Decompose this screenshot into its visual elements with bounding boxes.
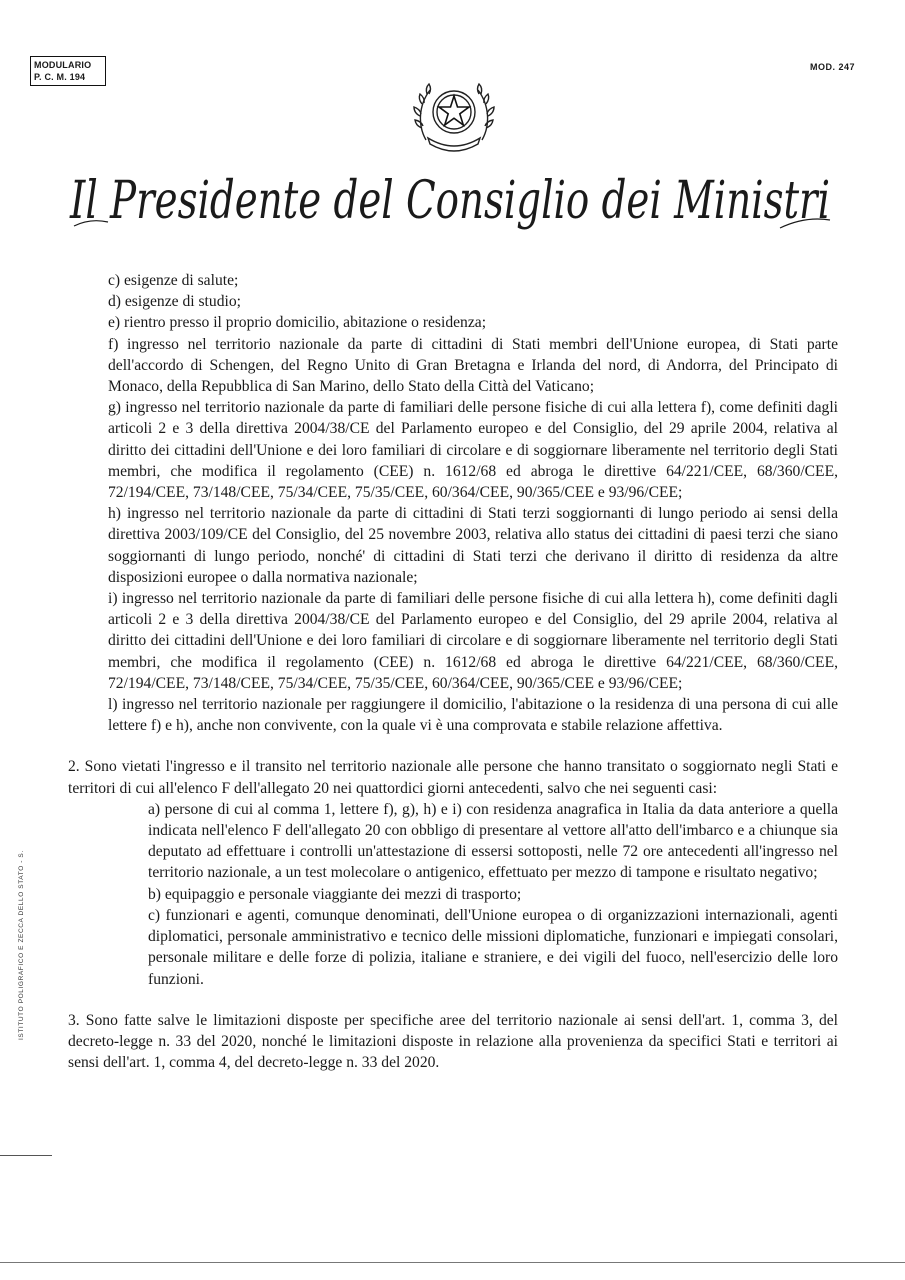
margin-dash [0,1155,52,1156]
printer-side-note-text: ISTITUTO POLIGRAFICO E ZECCA DELLO STATO - S. [18,850,25,1040]
paragraph-2: 2. Sono vietati l'ingresso e il transito nel territorio nazionale alle persone che hanno transitato o soggiornato negli Stati e territori di cui all'elenco F dell'allegato 20 nei quattordici giorni antecedenti, salvo che nei seguenti casi: [68,758,838,797]
printer-side-note [18,850,32,1040]
bottom-rule [0,1262,905,1263]
paragraph-2-exceptions [108,799,838,990]
republic-emblem-icon [412,72,496,156]
paragraph-3: 3. Sono fatte salve le limitazioni disposte per specifiche aree del territorio nazionale ai sensi dell'art. 1, comma 3, del decreto-legge n. 33 del 2020, nonché le limitazioni disposte in relazione alla provenienza da specifici Stati e territori ai sensi dell'art. 1, comma 4, del decreto-legge n. 33 del 2020. [68,1011,838,1072]
item-l: l) ingresso nel territorio nazionale per raggiungere il domicilio, l'abitazione o la residenza di una persona di cui alle lettere f) e h), anche non convivente, con la quale vi è una comprovata e stabile relazione affettiva. [108,696,838,735]
document-body [68,270,838,1073]
modulario-stamp [30,56,106,86]
item-f: f) ingresso nel territorio nazionale da parte di cittadini di Stati membri dell'Unione europea, di Stati parte dell'accordo di Schengen, del Regno Unito di Gran Bretagna e Irlanda del nord, di Andorra, del Principato di Monaco, della Repubblica di San Marino, dello Stato della Città del Vaticano; [108,335,838,396]
item-g: g) ingresso nel territorio nazionale da parte di familiari delle persone fisiche di cui alla lettera f), come definiti dagli articoli 2 e 3 della direttiva 2004/38/CE del Parlamento europeo e del Consiglio, del 29 aprile 2004, relativa al diritto dei cittadini dell'Unione e dei loro familiari di circolare e di soggiornare liberamente nel territorio degli Stati membri, che modifica il regolamento (CEE) n. 1612/68 ed abroga le direttive 64/221/CEE, 68/360/CEE, 72/194/CEE, 73/148/CEE, 75/34/CEE, 75/35/CEE, 60/364/CEE, 90/365/CEE e 93/96/CEE; [108,399,838,502]
heading-text: Il Presidente del Consiglio dei Ministri [69,171,830,231]
item-d: d) esigenze di studio; [108,293,241,311]
item-h: h) ingresso nel territorio nazionale da parte di cittadini di Stati terzi soggiornanti di lungo periodo ai sensi della direttiva 2003/109/CE del Consiglio, del 25 novembre 2003, relativa allo status dei cittadini di paesi terzi che siano soggiornanti di lungo periodo, nonché' di cittadini di Stati terzi che derivano il diritto di residenza da altre disposizioni europee o dalla normativa nazionale; [108,505,838,586]
exception-a: a) persone di cui al comma 1, lettere f), g), h) e i) con residenza anagrafica in Italia da data anteriore a quella indicata nell'elenco F dell'allegato 20 con obbligo di presentare al vettore all'atto dell'imbarco e a chiunque sia deputato ad effettuare i controlli un'attestazione di essersi sottoposti, nelle 72 ore antecedenti all'ingresso nel territorio nazionale, a un test molecolare o antigenico, effettuato per mezzo di tampone e risultato negativo; [148,800,838,882]
item-e: e) rientro presso il proprio domicilio, abitazione o residenza; [108,314,487,332]
exception-c: c) funzionari e agenti, comunque denominati, dell'Unione europea o di organizzazioni internazionali, agenti diplomatici, personale amministrativo e tecnico delle missioni diplomatiche, funzionari e impiegati consolari, personale militare e delle forze di polizia, italiane e straniere, e dei vigili del fuoco, nell'esercizio delle loro funzioni. [148,906,838,988]
item-i: i) ingresso nel territorio nazionale da parte di familiari delle persone fisiche di cui alla lettera h), come definiti dagli articoli 2 e 3 della direttiva 2004/38/CE del Parlamento europeo e del Consiglio, del 29 aprile 2004, relativa al diritto dei cittadini dell'Unione e dei loro familiari di circolare e di soggiornare liberamente nel territorio degli Stati membri, che modifica il regolamento (CEE) n. 1612/68 ed abroga le direttive 64/221/CEE, 68/360/CEE, 72/194/CEE, 73/148/CEE, 75/34/CEE, 75/35/CEE, 60/364/CEE, 90/365/CEE e 93/96/CEE; [108,590,838,692]
heading-signature [60,156,840,256]
modulario-line1: MODULARIO [34,60,92,70]
modulario-line2: P. C. M. 194 [34,72,86,82]
exception-b: b) equipaggio e personale viaggiante dei mezzi di trasporto; [148,885,522,903]
mod-code: MOD. 247 [809,62,855,72]
item-c: c) esigenze di salute; [108,272,239,289]
